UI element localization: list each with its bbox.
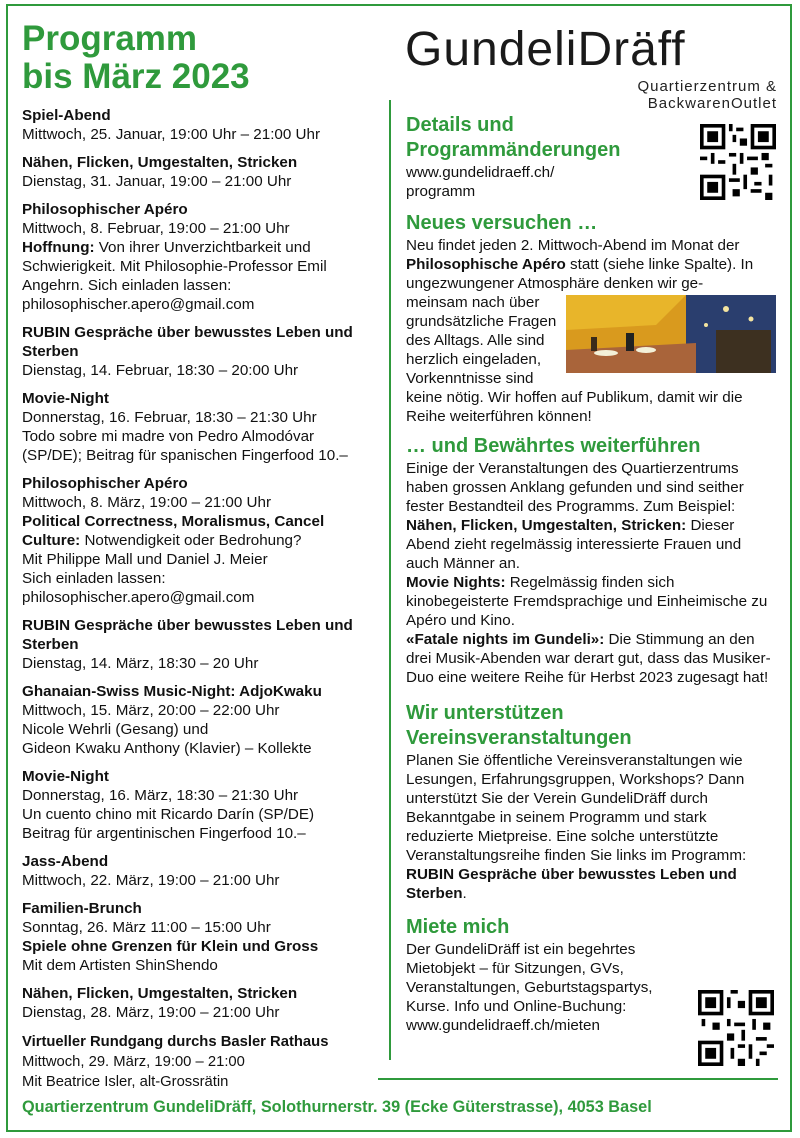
cafe-painting-image: [566, 295, 776, 373]
miete-url[interactable]: www.gundelidraeff.ch/mieten: [406, 1017, 600, 1034]
details-url[interactable]: www.gundelidraeff.ch/ programm: [406, 164, 555, 200]
bewaehrt-text: Einige der Veranstaltungen des Quartierzentrums haben grossen Anklang gefunden und sind seither fester Bestandteil des Programms. Zum Beispiel: Nähen, Flicken, Umgestalten, Stricken: Dieser Abend zieht regelmässig interessierte Frauen und auch Männer an. Movie Nights: Regelmässig finden sich kinobegeisterte Fremdsprachige und Einheimische zu Apéro und Kino. «Fatale nights im Gundeli»: Die Stimmung an den drei Musik-Abenden war derart gut, dass das Musiker-Duo eine weitere Reihe für Herbst 2023 zugesagt hat!: [406, 460, 771, 686]
event-item: RUBIN Gespräche über bewusstes Leben und Sterben Dienstag, 14. März, 18:30 – 20 Uhr: [22, 617, 353, 672]
column-divider: [389, 100, 391, 1060]
details-heading: Details und Programmänderungen: [406, 114, 621, 161]
info-column: [406, 113, 776, 1035]
footer-address: Quartierzentrum GundeliDräff, Solothurnerstr. 39 (Ecke Güterstrasse), 4053 Basel: [22, 1098, 652, 1116]
program-list: [22, 106, 382, 1101]
email-link[interactable]: philosophischer.apero@gmail.com: [22, 296, 255, 313]
bottom-divider: [378, 1078, 778, 1080]
event-item: Ghanaian-Swiss Music-Night: AdjoKwaku Mittwoch, 15. März, 20:00 – 22:00 Uhr Nicole Wehrli (Gesang) und Gideon Kwaku Anthony (Klavier) – Kollekte: [22, 683, 322, 757]
logo-brand: GundeliDräff: [405, 23, 686, 76]
verein-heading: Wir unterstützen Vereinsveranstaltungen: [406, 702, 632, 749]
qr-code-icon: [698, 990, 774, 1066]
event-item: Virtueller Rundgang durchs Basler Rathaus Mittwoch, 29. März, 19:00 – 21:00 Mit Beatrice Isler, alt-Grossrätin: [22, 1034, 329, 1090]
logo-sub: Quartierzentrum & BackwarenOutlet: [637, 78, 777, 112]
verein-text: Planen Sie öffentliche Vereinsveranstaltungen wie Lesungen, Erfahrungsgruppen, Workshops? Dann unterstützt Sie der Verein GundeliDräff durch Bekanntgabe in seinem Programm und stark reduzierte Mietpreise. Eine solche unterstützte Veranstaltungsreihe finden Sie links im Programm: RUBIN Gespräche über bewusstes Leben und Sterben.: [406, 752, 747, 902]
event-item: Nähen, Flicken, Umgestalten, Stricken Dienstag, 28. März, 19:00 – 21:00 Uhr: [22, 985, 298, 1021]
neues-heading: Neues versuchen …: [406, 212, 598, 234]
event-item: Familien-Brunch Sonntag, 26. März 11:00 – 15:00 Uhr Spiele ohne Grenzen für Klein und Gross Mit dem Artisten ShinShendo: [22, 900, 319, 974]
page-title: Programm bis März 2023: [22, 19, 250, 96]
bewaehrt-heading: … und Bewährtes weiterführen: [406, 435, 701, 457]
neues-text: Neu findet jeden 2. Mittwoch-Abend im Monat der Philosophische Apéro statt (siehe linke Spalte). In ungezwungener Atmosphäre denken wir ge- meinsam nach über grundsätzliche Fragen des Alltags. Alle sind herzlich eingeladen, Vorkenntnisse sind keine nötig. Wir hoffen auf Publikum, damit wir die Reihe weiterführen können!: [406, 236, 776, 426]
logo: [405, 23, 777, 112]
event-item: Philosophischer Apéro Mittwoch, 8. Februar, 19:00 – 21:00 Uhr Hoffnung: Von ihrer Unverzichtbarkeit und Schwierigkeit. Mit Philosophie-Professor Emil Angehrn. Sich einladen lassen: philosophischer.apero@gmail.com: [22, 200, 382, 314]
event-item: Jass-Abend Mittwoch, 22. März, 19:00 – 21:00 Uhr: [22, 853, 280, 889]
event-item: Philosophischer Apéro Mittwoch, 8. März, 19:00 – 21:00 Uhr Political Correctness, Moralismus, Cancel Culture: Notwendigkeit oder Bedrohung? Mit Philippe Mall und Daniel J. Meier Sich einladen lassen: philosophischer.apero@gmail.com: [22, 474, 382, 607]
event-item: RUBIN Gespräche über bewusstes Leben und Sterben Dienstag, 14. Februar, 18:30 – 20:00 Uhr: [22, 324, 353, 379]
email-link[interactable]: philosophischer.apero@gmail.com: [22, 589, 255, 606]
event-item: Movie-Night Donnerstag, 16. Februar, 18:30 – 21:30 Uhr Todo sobre mi madre von Pedro Almodóvar (SP/DE); Beitrag für spanischen Fingerfood 10.–: [22, 390, 348, 464]
event-item: Movie-Night Donnerstag, 16. März, 18:30 – 21:30 Uhr Un cuento chino mit Ricardo Darín (SP/DE) Beitrag für argentinischen Fingerfood 10.–: [22, 768, 315, 842]
event-item: Nähen, Flicken, Umgestalten, Stricken Dienstag, 31. Januar, 19:00 – 21:00 Uhr: [22, 154, 298, 190]
miete-heading: Miete mich: [406, 916, 510, 938]
event-item: Spiel-Abend Mittwoch, 25. Januar, 19:00 Uhr – 21:00 Uhr: [22, 107, 321, 143]
miete-text: Der GundeliDräff ist ein begehrtes Mietobjekt – für Sitzungen, GVs, Veranstaltungen, Geburtstagspartys, Kurse. Info und Online-Buchung: www.gundelidraeff.ch/mieten: [406, 940, 691, 1035]
